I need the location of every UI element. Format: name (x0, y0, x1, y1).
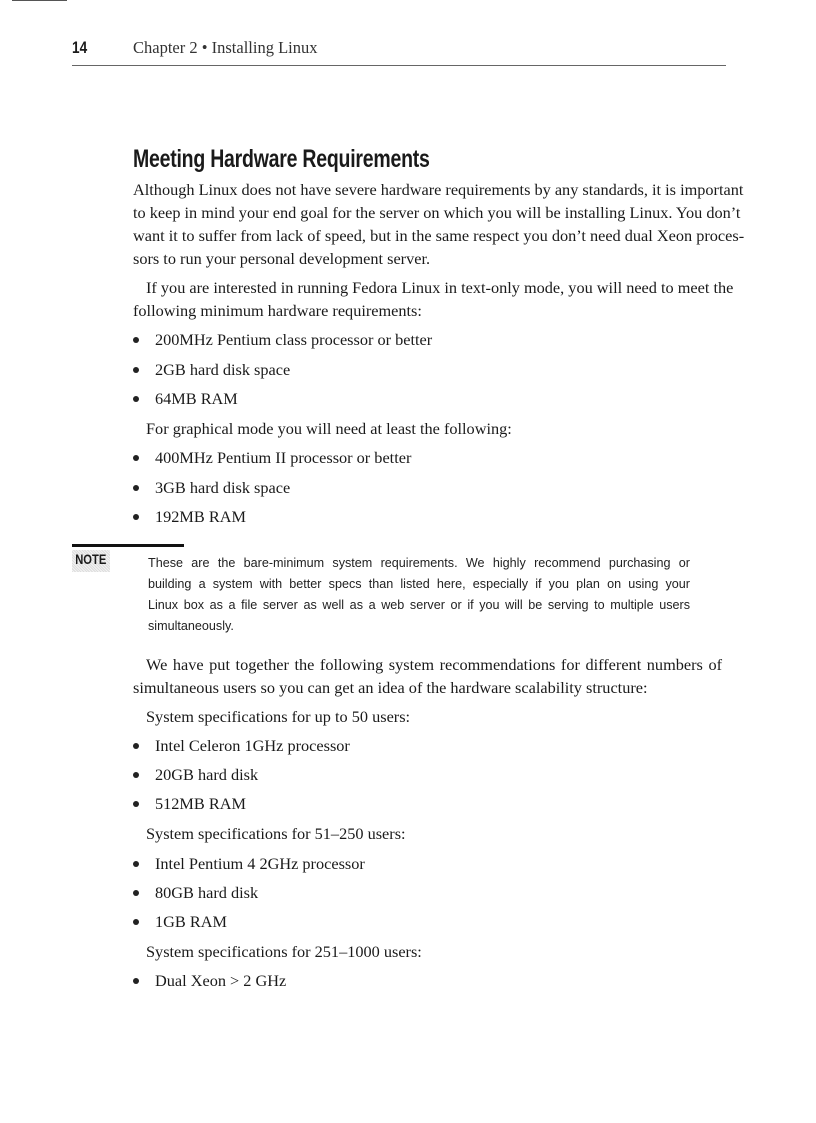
top-edge-rule (12, 0, 67, 1)
para1-line: to keep in mind your end goal for the server on which you will be installing Linux. You don’t (133, 203, 741, 222)
bullet-icon (133, 337, 139, 343)
bullet-icon (133, 367, 139, 373)
list-item: Intel Celeron 1GHz processor (133, 736, 350, 756)
section-heading: Meeting Hardware Requirements (133, 145, 430, 173)
para2-line: following minimum hardware requirements: (133, 301, 422, 320)
note-line: simultaneously. (148, 619, 234, 633)
bullet-icon (133, 978, 139, 984)
note-line: These are the bare-minimum system requirements. We highly recommend purchasing or (148, 556, 690, 570)
running-header: Chapter 2 • Installing Linux (133, 38, 318, 57)
bullet-icon (133, 514, 139, 520)
list-item: Dual Xeon > 2 GHz (133, 971, 286, 991)
list-item: 192MB RAM (133, 507, 246, 527)
bullet-icon (133, 890, 139, 896)
list-item: 2GB hard disk space (133, 360, 290, 380)
spec50-intro: System specifications for up to 50 users: (146, 707, 411, 726)
list-item: 1GB RAM (133, 912, 227, 932)
bullet-icon (133, 801, 139, 807)
list-item: 200MHz Pentium class processor or better (133, 330, 432, 350)
list-item: 400MHz Pentium II processor or better (133, 448, 411, 468)
bullet-icon (133, 861, 139, 867)
bullet-icon (133, 396, 139, 402)
note-line: Linux box as a file server as well as a web server or if you will be serving to multiple users (148, 598, 690, 612)
bullet-icon (133, 485, 139, 491)
para3-line: We have put together the following system recommendations for different numbers of (146, 655, 722, 674)
spec250-intro: System specifications for 51–250 users: (146, 824, 406, 843)
para2-line: If you are interested in running Fedora Linux in text-only mode, you will need to meet the (146, 278, 734, 297)
list-item: 512MB RAM (133, 794, 246, 814)
list-item: 20GB hard disk (133, 765, 258, 785)
para3-line: simultaneous users so you can get an idea of the hardware scalability structure: (133, 678, 648, 697)
bullet-icon (133, 455, 139, 461)
note-rule (72, 544, 184, 547)
bullet-icon (133, 772, 139, 778)
list-item: 80GB hard disk (133, 883, 258, 903)
bullet-icon (133, 743, 139, 749)
list-item: 64MB RAM (133, 389, 238, 409)
para1-line: want it to suffer from lack of speed, but in the same respect you don’t need dual Xeon proces- (133, 226, 745, 245)
list-item: Intel Pentium 4 2GHz processor (133, 854, 365, 874)
para1-line: Although Linux does not have severe hardware requirements by any standards, it is important (133, 180, 744, 199)
spec1000-intro: System specifications for 251–1000 users: (146, 942, 422, 961)
note-label: NOTE (72, 550, 110, 572)
list-item: 3GB hard disk space (133, 478, 290, 498)
header-rule (72, 65, 726, 66)
graphical-intro: For graphical mode you will need at least the following: (146, 419, 512, 438)
bullet-icon (133, 919, 139, 925)
para1-line: sors to run your personal development server. (133, 249, 431, 268)
note-line: building a system with better specs than listed here, especially if you plan on using your (148, 577, 690, 591)
page-number: 14 (72, 38, 88, 57)
